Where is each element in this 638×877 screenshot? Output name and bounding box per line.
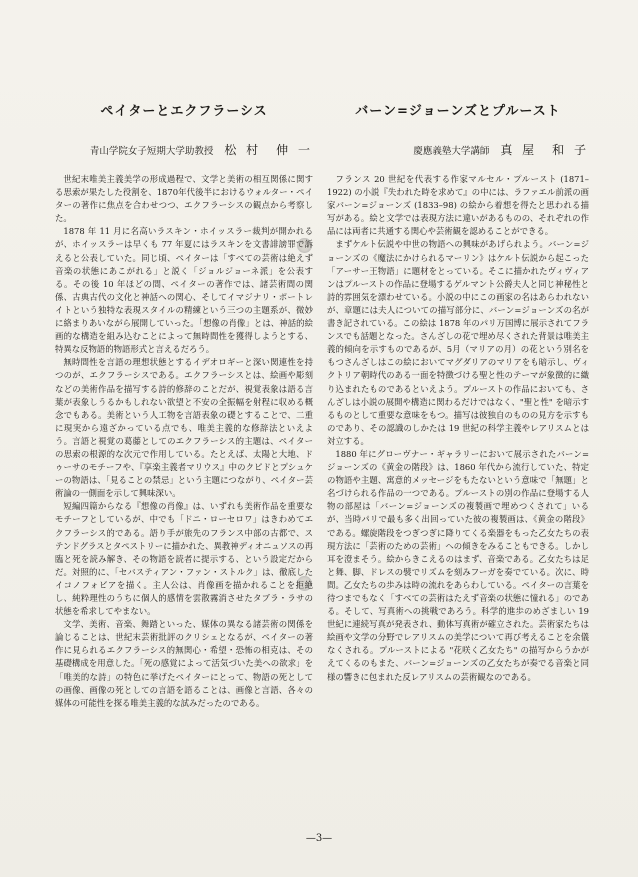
right-paragraph: 1880 年にグローヴナー・ギャラリーにおいて展示されたバーン=ジョーンズの《黄金の階段》は、1860 年代から流行していた、特定の物語や主題、寓意的メッセージをもたないという意味で「無題」と名づけられる作品の一つである。プルーストの別の作品に登場する人物の部屋は「バーン=ジョーンズの複製画で埋めつくされて」いるが、当時パリで最も多く出回っていた彼の複製画は、《黄金の階段》である。螺旋階段をつぎつぎに降りてくる楽器をもった乙女たちの表現方法に「芸術のための芸術」への傾きをみることもできる。しかし耳を澄まそう。絵からきこえるのはまず、音楽である。乙女たちは足と舞、脚、ドレスの襞でリズムを刻みフーガを奏でている。次に、時間。乙女たちの歩みは時の流れをあらわしている。ペイターの言葉を待つまでもなく「すべての芸術はたえず音楽の状態に憧れる」のである。そして、写真術への挑戦であろう。科学的進歩のめざましい 19 世紀に連続写真が発表され、動体写真術が確立された。芸術家たちは絵画や文学の分野でレアリスムの美学について再び考えることを余儀なくされる。プルーストによる "花咲く乙女たち" の描写からうかがえてくるのもまた、バーン=ジョーンズの乙女たちが奏でる音楽と同様の響きに包まれた反レアリスムの芸術観なのである。 [327,448,589,682]
page-number: —3— [305,833,333,844]
left-author-affiliation: 青山学院女子短期大学助教授 [89,146,214,157]
left-paragraph: 世紀末唯美主義美学の形成過程で、文学と美術の相互関係に関する思索が果たした役割を、1870年代後半におけるウォルター・ペイターの著作に焦点を合わせつつ、エクフラーシスの観点から考察した。 [55,174,313,224]
right-paragraph: まずケルト伝説や中世の物語への興味があげられよう。バーン=ジョーンズの《魔法にかけられるマーリン》はケルト伝説から起こった「アーサー王物語」に題材をとっている。そこに描かれたヴィヴィアンはプルーストの作品に登場するゲルマント公爵夫人と同じ神秘性と詩的雰囲気を漂わせている。小説の中にこの画家の名はあらわれないが、章題には夫人についての描写部分に、バーン=ジョーンズの名が書き記されている。この絵は 1878 年のパリ万国博に展示されてフランスでも話題となった。さんざしの花で埋め尽くされた背景は唯美主義的傾向を示すものであるが、5月（マリアの月）の花という別名をもつさんざしはこの絵においてマグダリアのマリアをも暗示し、ヴィクトリア朝時代のある一面を特徴づける聖と性のテーマが象徴的に織り込まれたものであるといえよう。プルーストの作品においても、さんざしは小説の展開や構造に関わるだけではなく、"聖と性" を暗示するものとして重要な意味をもつ。描写は彼独自のものの見方を示すものであり、その認識のしかたは 19 世紀の科学主義やレアリスムとは対立する。 [327,239,589,446]
left-author-name: 松 村 伸 一 [224,143,313,157]
right-author-name: 真 屋 和 子 [500,143,589,157]
right-article-title: バーン=ジョーンズとプルースト [355,104,561,119]
left-paragraph: 無時間性を言語の理想状態とするイデオロギーと深い関連性を持つのが、エクフラーシスである。エクフラーシスとは、絵画や彫刻などの美術作品を描写する詩的修辞のことだが、視覚表象は語る言葉が表象しうるかもしれない欲望と不安の全振幅を射程に収める概念でもある。美術という人工物を言語表象の礎とすることで、二重に現実から遠ざかっている点でも、唯美主義的な修辞法といえよう。言語と視覚の葛藤としてのエクフラーシス的主題は、ペイターの思索の根源的な次元で作用している。たとえば、太陽と大地、ドゥーサのモチーフや、『享楽主義者マリウス』中のクピドとプシュケーの物語は、「見ることの禁忌」という主題につながり、ペイター芸術論の一側面を示して興味深い。 [55,357,313,499]
left-paragraph: 文学、美術、音楽、舞踏といった、媒体の異なる諸芸術の関係を論じることは、世紀末芸術批評のクリシェとなるが、ペイターの著作に見られるエクフラーシス的無関心・希望・恐怖の相克は、その基礎構成を用意した。「死の感覚によって活気づいた美への欲求」を「唯美的な詩」の特色に挙げたペイターにとって、物語の死としての画像、画像の死としての言語を語ることは、画像と言語、各々の媒体の可能性を探る唯美主義的な試みだったのである。 [55,619,313,708]
right-article-byline [327,141,589,158]
right-article [327,100,589,684]
right-author-affiliation: 慶應義塾大学講師 [413,146,490,157]
left-paragraph: 1878 年 11 月に名高いラスキン・ホイッスラー裁判が開かれるが、ホイッスラーは早くも 77 年夏にはラスキンを文書誹謗罪で訴えると公表していた。同じ頃、ペイターは「すべての芸術は絶えず音楽の状態にあこがれる」と説く「ジョルジョーネ派」を公表する。その後 10 年ほどの間、ペイターの著作では、諸芸術間の関係、古典古代の文化と神話への関心、そしてイマジナリ・ポートレイトという独特な表現スタイルの精練という三つの主題系が、微妙に絡まりあいながら展開していった。「想像の肖像」とは、神話的絵画的な構造を組み込むことによって無時間性を獲得しようとする、特異な反物語的物語形式と言えるだろう。 [55,226,313,355]
left-article-byline [55,141,313,158]
left-paragraph: 短編四篇からなる『想像の肖像』は、いずれも美術作品を重要なモチーフとしているが、中でも「ドニ・ローセロワ」はきわめてエクフラーシス的である。語り手が旅先のフランス中部の古都で、ステンドグラスとタペストリーに描かれた、異教神ディオニュソスの再臨と死を読み解き、その物語を読者に提示する、という設定だからだ。対照的に、「セバスティアン・ファン・ストルク」は、徹底したイコノフォビアを描く。主人公は、肖像画を描かれることを拒絶し、純粋理性のうちに個人的感情を雲散霧消させたタブラ・ラサの状態を希求してやまない。 [55,501,313,617]
left-article-title: ペイターとエクフラーシス [100,104,268,119]
left-article [55,100,313,710]
right-paragraph: フランス 20 世紀を代表する作家マルセル・プルースト (1871–1922) の小説『失われた時を求めて』の中には、ラファエル前派の画家バーン=ジョーンズ (1833–98) の絵から着想を得たと思われる描写がある。絵と文学では表現方法に違いがあるものの、それぞれの作品には両者に共通する関心や芸術観を認めることができる。 [327,174,589,237]
